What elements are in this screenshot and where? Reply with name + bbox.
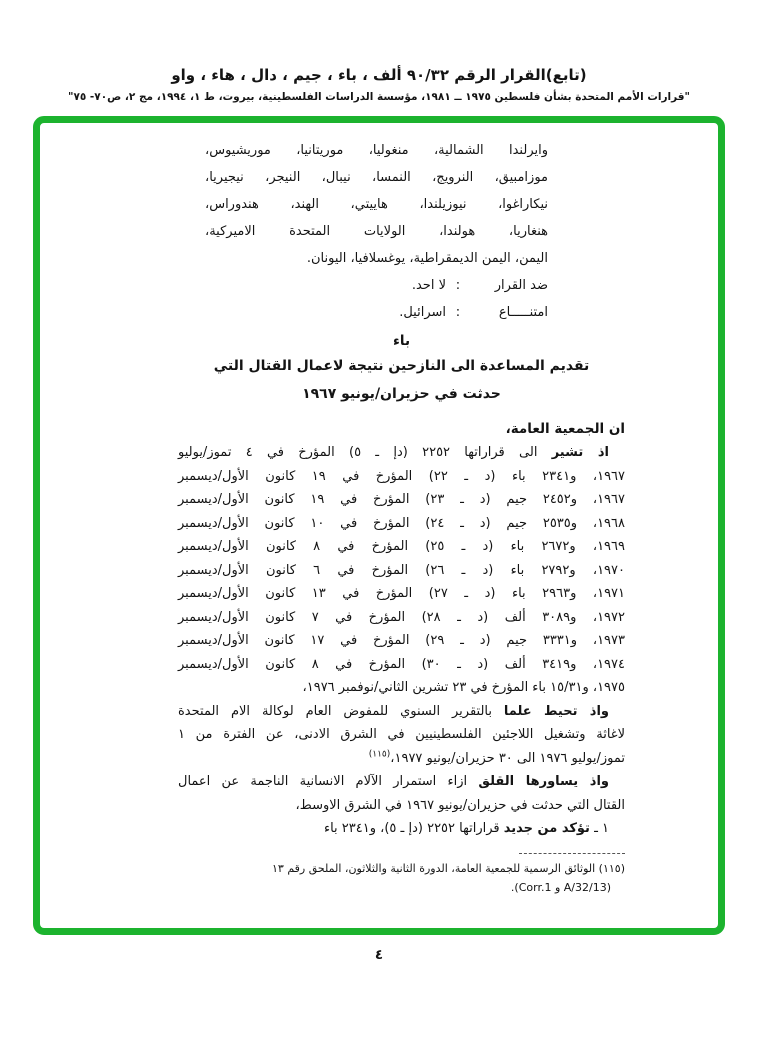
recall-line-last: ١٩٧٥، و١٥/٣١ باء المؤرخ في ٢٣ تشرين الثاني/نوفمبر ١٩٧٦، <box>302 680 625 695</box>
report-first-rest: بالتقرير السنوي للمفوض العام لوكالة الام المتحدة <box>178 703 504 719</box>
vote-results <box>178 272 548 326</box>
section-letter: باء <box>392 333 411 349</box>
recall-lead: اذ تشير <box>551 445 609 460</box>
recall-line: ١٩٦٧، و٢٣٤١ باء (د ـ ٢٢) المؤرخ في ١٩ كانون الأول/ديسمبر <box>178 468 626 484</box>
section-title-line2: حدثت في حزيران/يونيو ١٩٦٧ <box>302 386 501 402</box>
preamble-concern-paragraph <box>178 770 625 817</box>
source-citation: "قرارات الأمم المتحدة بشأن فلسطين ١٩٧٥ ــ ١٩٨١، مؤسسة الدراسات الفلسطينية، بيروت، ط ١، ١٩٩٤، مج ٢، ص٧٠- ٧٥" <box>67 91 691 103</box>
report-line3-text: تموز/يوليو ١٩٧٦ الى ٣٠ حزيران/يونيو ١٩٧٧، <box>390 750 625 766</box>
recall-line <box>178 441 625 465</box>
footnote-reference-115: (١١٥) <box>368 749 391 760</box>
country-line: موزامبيق، النرويج، النمسا، نيبال، النيجر، نيجيريا، <box>205 170 548 185</box>
concern-first-rest: ازاء استمرار الآلام الانسانية الناجمة عن اعمال <box>178 774 479 789</box>
resolution-content <box>40 123 718 928</box>
vote-against-value: لا احد. <box>411 278 446 293</box>
vote-against-label: ضد القرار <box>494 278 548 293</box>
country-line: وايرلندا الشمالية، منغوليا، موريتانيا، موريشيوس، <box>205 143 548 158</box>
footnote-block <box>178 859 625 897</box>
recall-line: ١٩٧٠، و٢٧٩٢ باء (د ـ ٢٦) المؤرخ في ٦ كانون الأول/ديسمبر <box>178 562 625 578</box>
item1-rest: قراراتها ٢٢٥٢ (دإ ـ ٥)، و٢٣٤١ باء <box>323 821 504 836</box>
countries-in-favour-list <box>205 137 548 272</box>
country-line-last: اليمن، اليمن الديمقراطية، يوغسلافيا، اليونان. <box>306 251 548 266</box>
concern-line-last: القتال التي حدثت في حزيران/يونيو ١٩٦٧ في الشرق الاوسط، <box>295 797 625 813</box>
recall-line: ١٩٧٤، و٣٤١٩ ألف (د ـ ٣٠) المؤرخ في ٨ كانون الأول/ديسمبر <box>178 656 625 672</box>
page-number: ٤ <box>374 947 384 963</box>
recall-line: ١٩٦٩، و٢٦٧٢ باء (د ـ ٢٥) المؤرخ في ٨ كانون الأول/ديسمبر <box>178 539 625 554</box>
recall-line: ١٩٦٨، و٢٥٣٥ جيم (د ـ ٢٤) المؤرخ في ١٠ كانون الأول/ديسمبر <box>178 515 625 531</box>
recall-first-rest: الى قراراتها ٢٢٥٢ (دإ ـ ٥) المؤرخ في ٤ تموز/يوليو <box>178 445 552 460</box>
preamble-report-paragraph <box>178 700 625 771</box>
vote-abstention-colon: : <box>455 305 461 320</box>
item1-number: ١ ـ <box>589 821 609 836</box>
preamble-recall-paragraph <box>178 441 625 700</box>
resolution-header-title: (تابع)القرار الرقم ٩٠/٣٢ ألف ، باء ، جيم ، دال ، هاء ، واو <box>171 66 587 84</box>
assembly-opening: ان الجمعية العامة، <box>505 421 625 437</box>
recall-line: ١٩٧٢، و٣٠٨٩ ألف (د ـ ٢٨) المؤرخ في ٧ كانون الأول/ديسمبر <box>178 609 625 625</box>
item1-lead: تؤكد من جديد <box>503 821 590 836</box>
operative-item-1 <box>178 817 625 841</box>
page-header <box>0 0 758 103</box>
concern-lead: واذ يساورها القلق <box>478 774 610 789</box>
recall-line: ١٩٦٧، و٢٤٥٢ جيم (د ـ ٢٣) المؤرخ في ١٩ كانون الأول/ديسمبر <box>178 492 625 507</box>
section-title-line1: تقديم المساعدة الى النازحين نتيجة لاعمال القتال التي <box>213 358 590 374</box>
vote-row-abstention <box>178 299 548 326</box>
resolution-green-box <box>33 116 725 935</box>
report-lead: واذ تحيط علما <box>503 703 609 719</box>
item1-line <box>178 817 625 841</box>
concern-line <box>178 770 625 794</box>
vote-abstention-label: امتنـــــاع <box>498 305 548 320</box>
vote-against-colon: : <box>455 278 461 293</box>
country-line: نيكاراغوا، نيوزيلندا، هاييتي، الهند، هندوراس، <box>205 197 548 212</box>
footnote-line2: (A/32/13 و Corr.1). <box>510 880 611 894</box>
report-line-last <box>178 747 625 771</box>
country-line: هنغاريا، هولندا، الولايات المتحدة الاميركية، <box>205 224 548 239</box>
recall-line: ١٩٧١، و٢٩٦٣ باء (د ـ ٢٧) المؤرخ في ١٣ كانون الأول/ديسمبر <box>178 586 626 601</box>
footnote-separator-rule <box>519 853 625 854</box>
recall-line: ١٩٧٣، و٣٣٣١ جيم (د ـ ٢٩) المؤرخ في ١٧ كانون الأول/ديسمبر <box>178 633 625 648</box>
report-line: لاغاثة وتشغيل اللاجئين الفلسطينيين في الشرق الادنى، عن الفترة من ١ <box>178 727 625 742</box>
vote-row-against <box>178 272 548 299</box>
vote-abstention-value: اسرائيل. <box>399 305 446 320</box>
footnote-line1: (١١٥) الوثائق الرسمية للجمعية العامة، الدورة الثانية والثلاثون، الملحق رقم ١٣ <box>272 861 625 875</box>
report-line <box>178 700 625 724</box>
